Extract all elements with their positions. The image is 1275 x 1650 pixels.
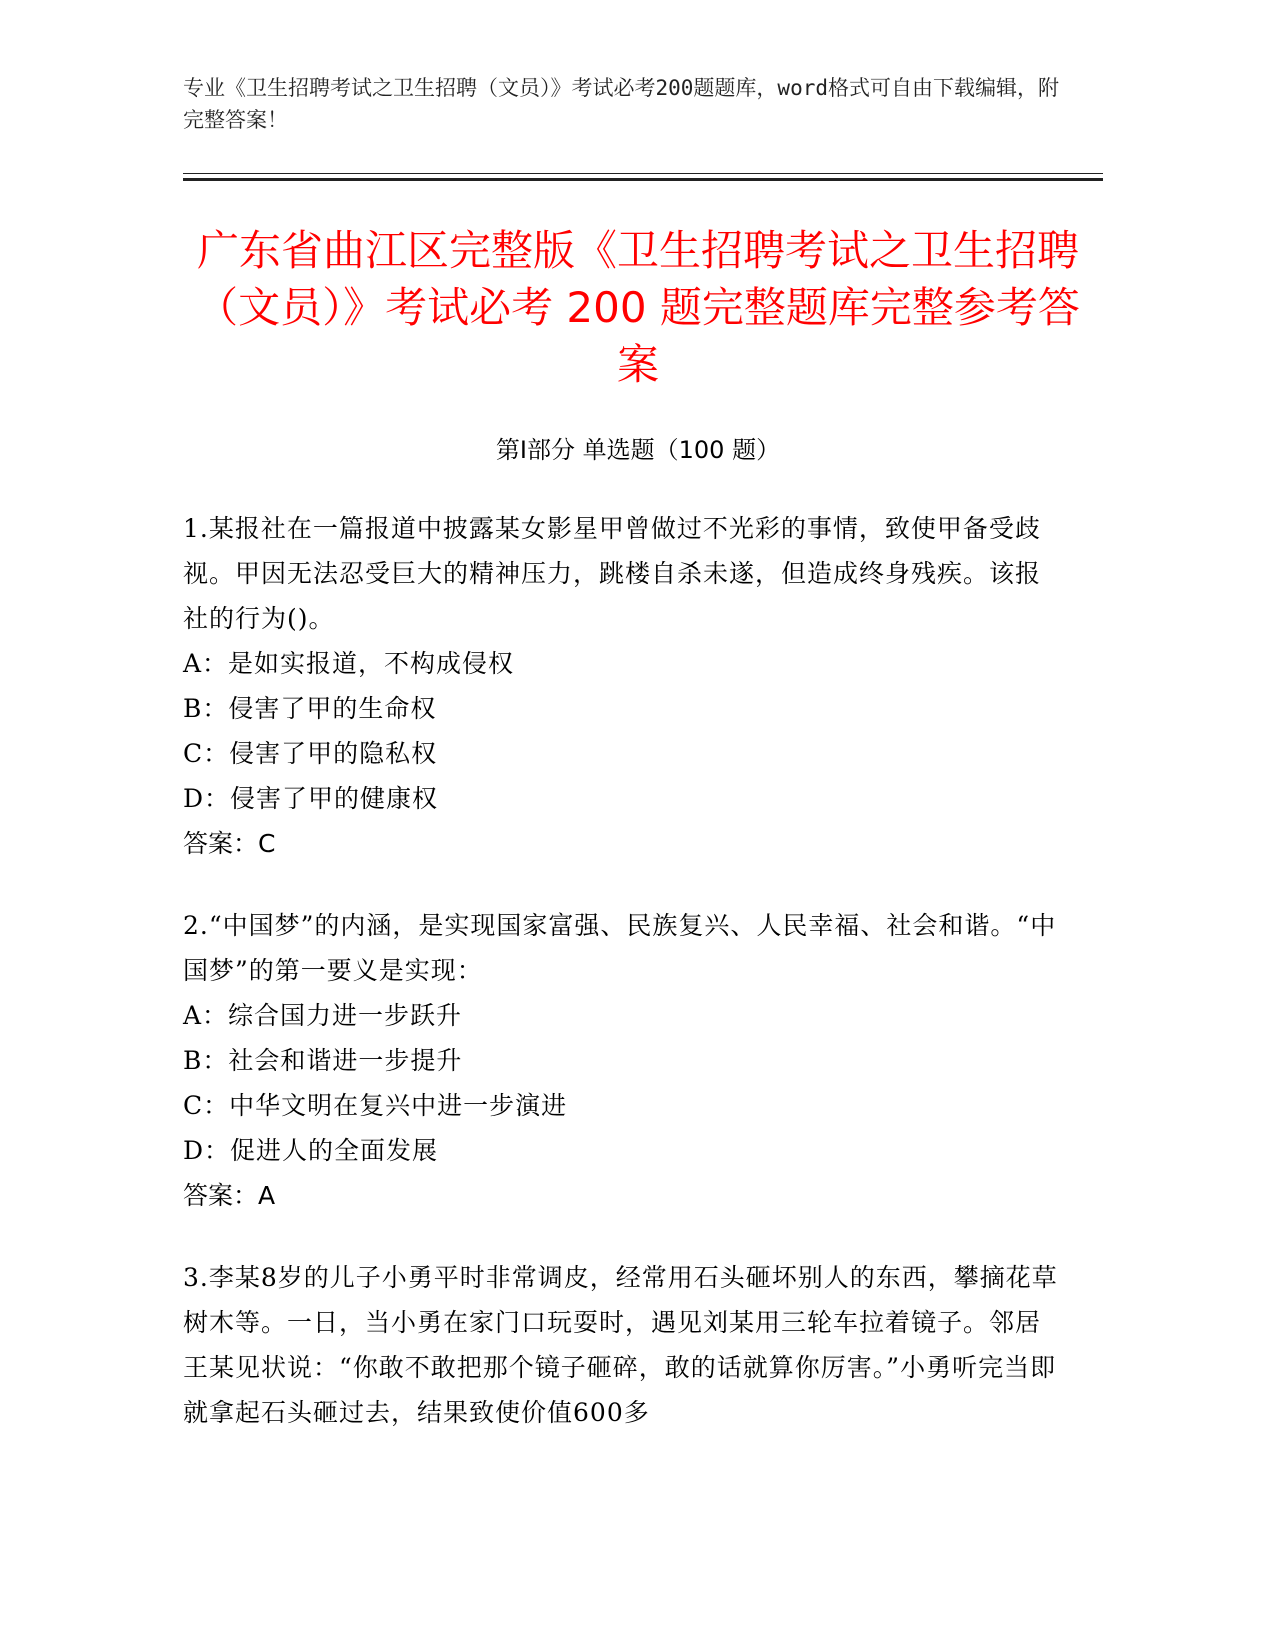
header-divider-thick [183, 178, 1103, 181]
question-text: 3.李某8岁的儿子小勇平时非常调皮，经常用石头砸坏别人的东西，攀摘花草树木等。一日，当小勇在家门口玩耍时，遇见刘某用三轮车拉着镜子。邻居王某见状说：“你敢不敢把那个镜子砸碎，敢的话就算你厉害。”小勇听完当即就拿起石头砸过去，结果致使价值600多 [183, 1263, 1058, 1427]
question-2 [183, 903, 1063, 1218]
option-b: B：侵害了甲的生命权 [183, 694, 437, 723]
question-1 [183, 506, 1063, 866]
answer: 答案：A [183, 1181, 276, 1210]
document-title: 广东省曲江区完整版《卫生招聘考试之卫生招聘（文员）》考试必考 200 题完整题库完整参考答案 [196, 226, 1080, 389]
option-d: D：促进人的全面发展 [183, 1136, 439, 1165]
section-heading: 第Ⅰ部分 单选题（100 题） [495, 436, 781, 464]
option-c: C：侵害了甲的隐私权 [183, 739, 438, 768]
question-text: 2.“中国梦”的内涵，是实现国家富强、民族复兴、人民幸福、社会和谐。“中国梦”的第一要义是实现： [183, 911, 1057, 985]
header-divider-thin [183, 173, 1103, 174]
header-note: 专业《卫生招聘考试之卫生招聘（文员）》考试必考200题题库，word格式可自由下载编辑，附完整答案！ [183, 76, 1059, 132]
option-d: D：侵害了甲的健康权 [183, 784, 439, 813]
question-list [183, 506, 1063, 1472]
option-b: B：社会和谐进一步提升 [183, 1046, 463, 1075]
option-a: A：是如实报道，不构成侵权 [183, 649, 515, 678]
option-a: A：综合国力进一步跃升 [183, 1001, 463, 1030]
question-3 [183, 1255, 1063, 1435]
answer: 答案：C [183, 829, 276, 858]
option-c: C：中华文明在复兴中进一步演进 [183, 1091, 568, 1120]
question-text: 1.某报社在一篇报道中披露某女影星甲曾做过不光彩的事情，致使甲备受歧视。甲因无法忍受巨大的精神压力，跳楼自杀未遂，但造成终身残疾。该报社的行为()。 [183, 514, 1042, 633]
